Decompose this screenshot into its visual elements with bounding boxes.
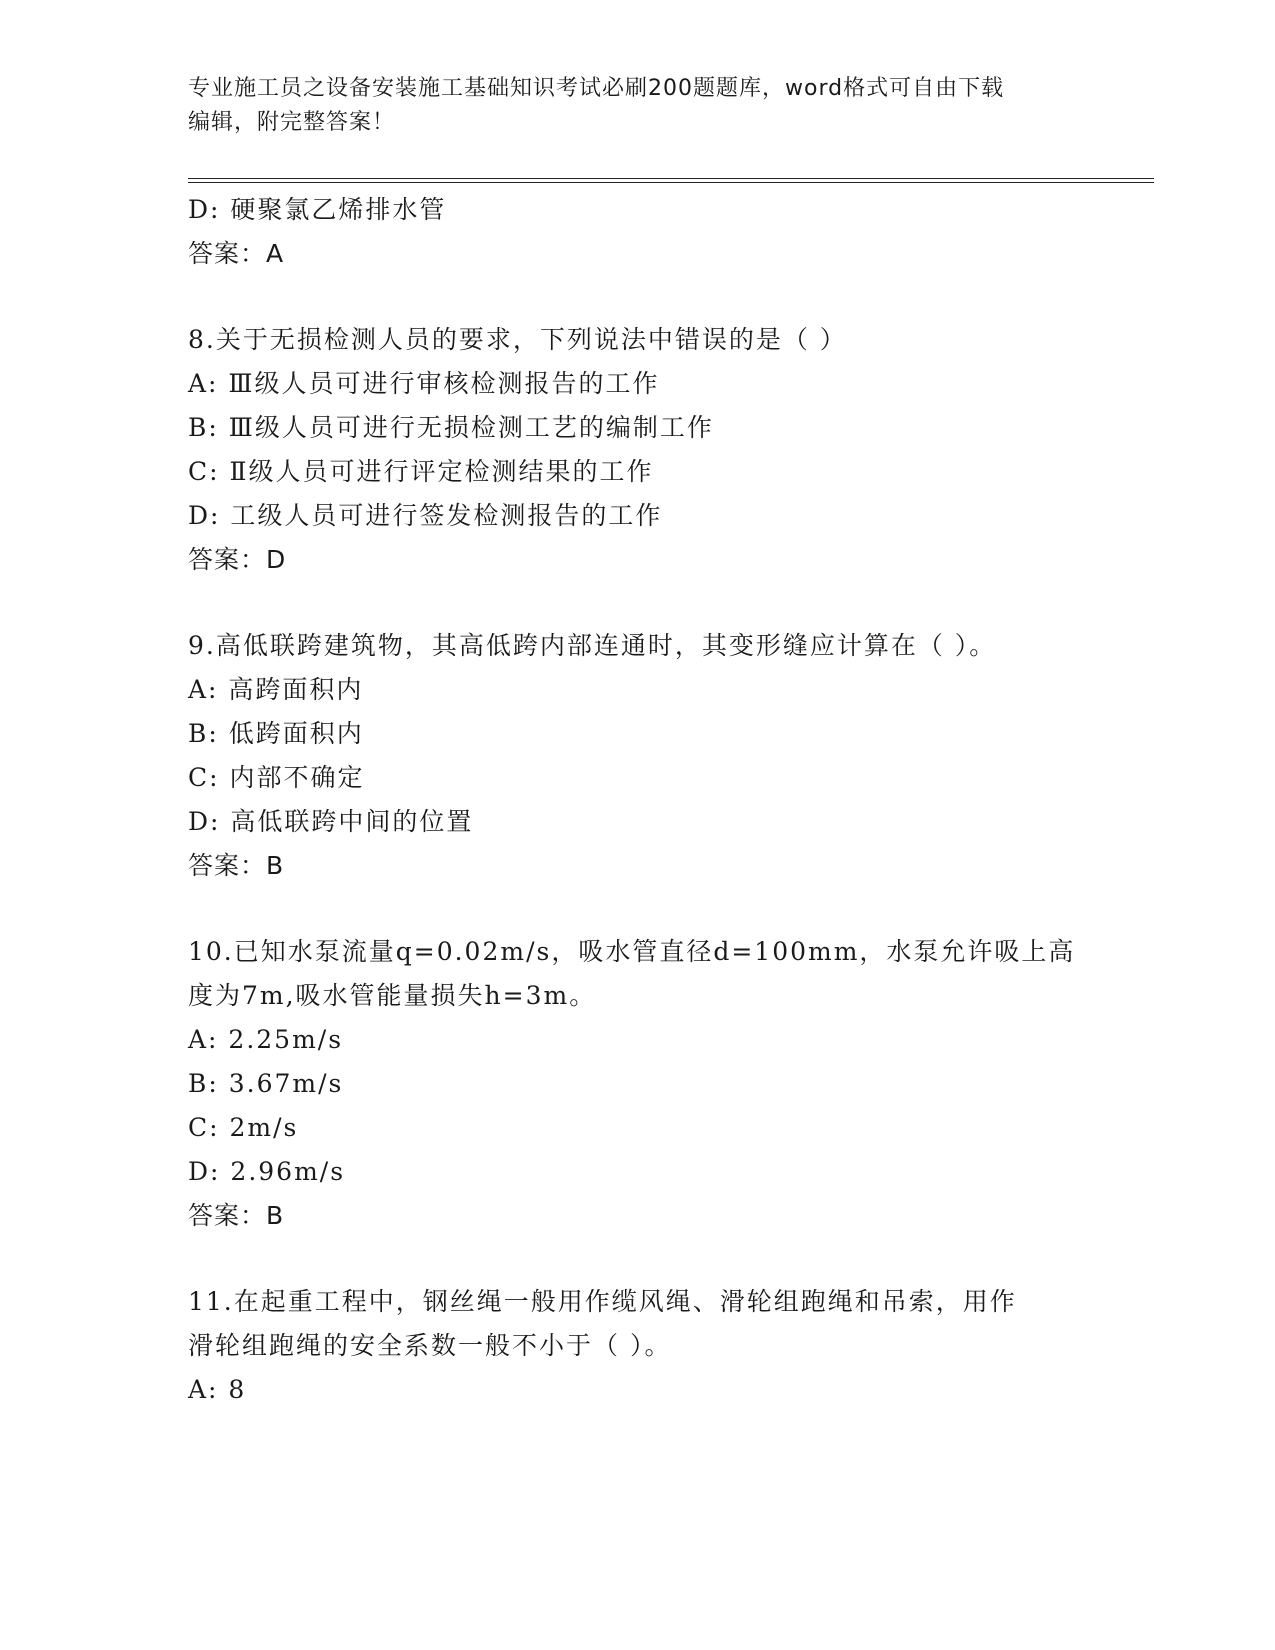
- q11-option-a: A: 8: [188, 1375, 247, 1404]
- q9-option-a: A: 高跨面积内: [188, 675, 364, 704]
- q8-option-b: B: Ⅲ级人员可进行无损检测工艺的编制工作: [188, 413, 714, 442]
- q9-option-b: B: 低跨面积内: [188, 719, 364, 748]
- q8-stem: 8.关于无损检测人员的要求，下列说法中错误的是（ ）: [188, 325, 847, 354]
- header-rule-bottom: [188, 182, 1154, 183]
- q8-option-d: D: 工级人员可进行签发检测报告的工作: [188, 501, 663, 530]
- q10-option-b: B: 3.67m/s: [188, 1069, 344, 1098]
- document-header: [188, 72, 1068, 140]
- q8-option-a: A: Ⅲ级人员可进行审核检测报告的工作: [188, 369, 660, 398]
- header-rule-top: [188, 178, 1154, 179]
- q7-answer: 答案：A: [188, 239, 285, 268]
- q9-option-d: D: 高低联跨中间的位置: [188, 807, 474, 836]
- q10-option-d: D: 2.96m/s: [188, 1157, 346, 1186]
- q7-option-d: D: 硬聚氯乙烯排水管: [188, 195, 447, 224]
- q11-stem-line-2: 滑轮组跑绳的安全系数一般不小于（ ）。: [188, 1331, 672, 1360]
- q10-stem-line-1: 10.已知水泵流量q=0.02m/s，吸水管直径d=100mm，水泵允许吸上高: [188, 937, 1076, 966]
- q10-stem-line-2: 度为7m,吸水管能量损失h=3m。: [188, 981, 597, 1010]
- q9-answer: 答案：B: [188, 851, 285, 880]
- q10-option-a: A: 2.25m/s: [188, 1025, 344, 1054]
- q9-option-c: C: 内部不确定: [188, 763, 365, 792]
- header-line-1: 专业施工员之设备安装施工基础知识考试必刷200题题库，word格式可自由下载: [188, 76, 1005, 101]
- q10-option-c: C: 2m/s: [188, 1113, 299, 1142]
- header-line-2: 编辑，附完整答案！: [188, 110, 396, 135]
- q8-option-c: C: Ⅱ级人员可进行评定检测结果的工作: [188, 457, 654, 486]
- q8-answer: 答案：D: [188, 545, 287, 574]
- q10-answer: 答案：B: [188, 1201, 285, 1230]
- q9-stem: 9.高低联跨建筑物，其高低跨内部连通时，其变形缝应计算在（ ）。: [188, 631, 997, 660]
- q11-stem-line-1: 11.在起重工程中，钢丝绳一般用作缆风绳、滑轮组跑绳和吊索，用作: [188, 1287, 1017, 1316]
